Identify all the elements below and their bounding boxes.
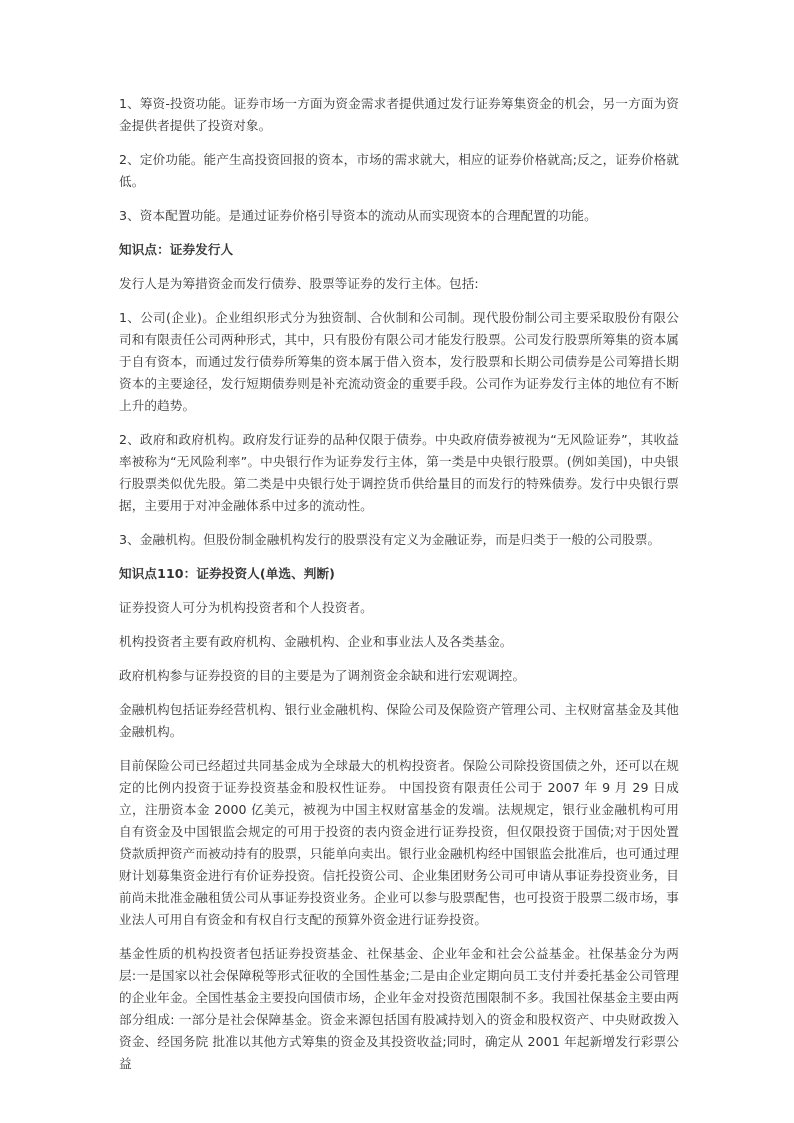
paragraph-insurance-companies: 目前保险公司已经超过共同基金成为全球最大的机构投资者。保险公司除投资国债之外，还可以在规定的比例内投资于证券投资基金和股权性证券。 中国投资有限责任公司于 2007 年 9 月 29 日成立，注册资本金 2000 亿美元，被视为中国主权财富基金的发端。法规规定，银行业金融机构可用自有资金及中国银监会规定的可用于投资的表内资金进行证券投资，但仅限投资于国债;对于因处置贷款质押资产而被动持有的股票，只能单向卖出。银行业金融机构经中国银监会批准后，也可通过理财计划募集资金进行有价证券投资。信托投资公司、企业集团财务公司可申请从事证券投资业务，目前尚未批准金融租赁公司从事证券投资业务。企业可以参与股票配售，也可投资于股票二级市场，事业法人可用自有资金和有权自行支配的预算外资金进行证券投资。 xyxy=(119,758,679,927)
paragraph-capital-allocation: 3、资本配置功能。是通过证券价格引导资本的流动从而实现资本的合理配置的功能。 xyxy=(119,208,597,223)
paragraph-fund-investors: 基金性质的机构投资者包括证券投资基金、社保基金、企业年金和社会公益基金。社保基金分为两层:一是国家以社会保障税等形式征收的全国性基金;二是由企业定期向员工支付并委托基金公司管理的企业年金。全国性基金主要投向国债市场，企业年金对投资范围限制不多。我国社保基金主要由两部分组成: 一部分是社会保障基金。资金来源包括国有股减持划入的资金和股权资产、中央财政拨入资金、经国务院 批准以其他方式筹集的资金及其投资收益;同时，确定从 2001 年起新增发行彩票公益 xyxy=(119,946,679,1071)
paragraph-financial-institutions: 金融机构包括证券经营机构、银行业金融机构、保险公司及保险资产管理公司、主权财富基金及其他金融机构。 xyxy=(119,702,679,739)
paragraph-financial-institution-issuer: 3、金融机构。但股份制金融机构发行的股票没有定义为金融证券，而是归类于一般的公司股票。 xyxy=(119,532,661,547)
paragraph-investor-types: 证券投资人可分为机构投资者和个人投资者。 xyxy=(119,600,373,615)
paragraph-issuer-intro: 发行人是为筹措资金而发行债券、股票等证券的发行主体。包括: xyxy=(119,276,479,291)
paragraph-government-investment: 政府机构参与证券投资的目的主要是为了调剂资金余缺和进行宏观调控。 xyxy=(119,668,526,683)
paragraph-institutional-investors: 机构投资者主要有政府机构、金融机构、企业和事业法人及各类基金。 xyxy=(119,634,513,649)
heading-investor: 知识点110：证券投资人(单选、判断) xyxy=(119,566,336,581)
paragraph-pricing-function: 2、定价功能。能产生高投资回报的资本，市场的需求就大，相应的证券价格就高;反之，证券价格就低。 xyxy=(119,152,679,189)
document-body xyxy=(119,93,679,1087)
heading-issuer: 知识点：证券发行人 xyxy=(119,242,234,257)
paragraph-government-issuer: 2、政府和政府机构。政府发行证券的品种仅限于债券。中央政府债券被视为“无风险证券”，其收益率被称为“无风险利率”。中央银行作为证券发行主体，第一类是中央银行股票。(例如美国)，中央银行股票类似优先股。第二类是中央银行处于调控货币供给量目的而发行的特殊债券。发行中央银行票据，主要用于对冲金融体系中过多的流动性。 xyxy=(119,432,679,513)
paragraph-financing-function: 1、筹资-投资功能。证券市场一方面为资金需求者提供通过发行证券筹集资金的机会，另一方面为资金提供者提供了投资对象。 xyxy=(119,96,679,133)
paragraph-company-issuer: 1、公司(企业)。企业组织形式分为独资制、合伙制和公司制。现代股份制公司主要采取股份有限公司和有限责任公司两种形式，其中，只有股份有限公司才能发行股票。公司发行股票所筹集的资本属于自有资本，而通过发行债券所筹集的资本属于借入资本，发行股票和长期公司债券是公司筹措长期资本的主要途径，发行短期债券则是补充流动资金的重要手段。公司作为证券发行主体的地位有不断上升的趋势。 xyxy=(119,310,679,413)
